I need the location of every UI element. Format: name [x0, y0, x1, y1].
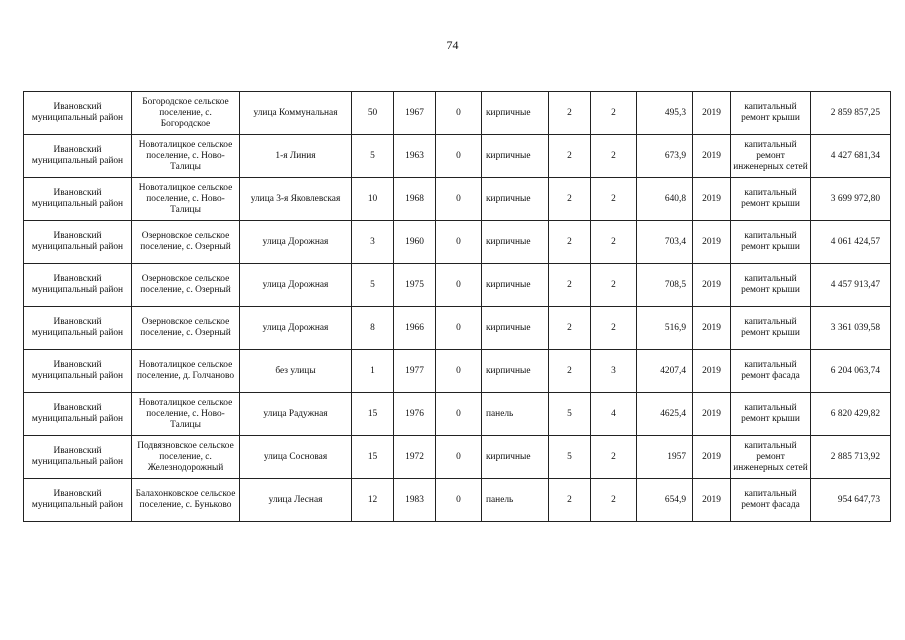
- year-built-cell-text: 1967: [405, 107, 424, 118]
- year-built-cell: [394, 350, 436, 393]
- area-cell: [637, 92, 693, 135]
- table-body: [24, 92, 891, 522]
- wall-material-cell-text: кирпичные: [486, 322, 531, 333]
- table-row: [24, 264, 891, 307]
- year-renovated-cell: [436, 135, 482, 178]
- street-cell-text: улица Радужная: [263, 408, 328, 419]
- floors-cell-text: 2: [567, 236, 572, 247]
- area-cell-text: 1957: [667, 451, 686, 462]
- cost-cell-text: 954 647,73: [837, 494, 880, 505]
- year-renovated-cell-text: 0: [456, 236, 461, 247]
- table-row: [24, 479, 891, 522]
- settlement-cell: [132, 307, 240, 350]
- area-cell: [637, 479, 693, 522]
- house-number-cell: [352, 92, 394, 135]
- year-renovated-cell: [436, 92, 482, 135]
- entrances-cell-text: 2: [611, 150, 616, 161]
- settlement-cell-text: Озерновское сельское поселение, с. Озерный: [140, 231, 231, 252]
- street-cell-text: без улицы: [275, 365, 316, 376]
- area-cell: [637, 135, 693, 178]
- settlement-cell: [132, 221, 240, 264]
- year-built-cell-text: 1983: [405, 494, 424, 505]
- repair-year-cell-text: 2019: [702, 408, 721, 419]
- year-built-cell-text: 1968: [405, 193, 424, 204]
- wall-material-cell-text: кирпичные: [486, 279, 531, 290]
- work-type-cell-text: капитальный ремонт крыши: [741, 403, 800, 424]
- year-built-cell-text: 1963: [405, 150, 424, 161]
- repair-year-cell: [693, 307, 731, 350]
- house-number-cell: [352, 393, 394, 436]
- floors-cell: [549, 393, 591, 436]
- cost-cell: [811, 221, 891, 264]
- house-number-cell-text: 5: [370, 150, 375, 161]
- municipality-cell-text: Ивановский муниципальный район: [31, 489, 124, 510]
- entrances-cell: [591, 264, 637, 307]
- wall-material-cell-text: кирпичные: [486, 451, 531, 462]
- repair-year-cell: [693, 135, 731, 178]
- repair-year-cell: [693, 350, 731, 393]
- municipality-cell-text: Ивановский муниципальный район: [31, 360, 124, 381]
- floors-cell-text: 2: [567, 193, 572, 204]
- year-renovated-cell-text: 0: [456, 408, 461, 419]
- street-cell: [240, 221, 352, 264]
- table-row: [24, 307, 891, 350]
- house-number-cell: [352, 307, 394, 350]
- year-built-cell-text: 1972: [405, 451, 424, 462]
- entrances-cell-text: 2: [611, 193, 616, 204]
- area-cell-text: 703,4: [664, 236, 686, 247]
- table-row: [24, 92, 891, 135]
- street-cell: [240, 479, 352, 522]
- work-type-cell: [731, 479, 811, 522]
- year-renovated-cell-text: 0: [456, 150, 461, 161]
- wall-material-cell-text: кирпичные: [486, 193, 531, 204]
- entrances-cell-text: 2: [611, 279, 616, 290]
- house-number-cell: [352, 135, 394, 178]
- cost-cell: [811, 307, 891, 350]
- repair-year-cell: [693, 393, 731, 436]
- repair-year-cell-text: 2019: [702, 107, 721, 118]
- municipality-cell: [24, 221, 132, 264]
- year-built-cell: [394, 436, 436, 479]
- work-type-cell-text: капитальный ремонт крыши: [741, 274, 800, 295]
- area-cell-text: 4625,4: [660, 408, 686, 419]
- cost-cell-text: 4 457 913,47: [830, 279, 880, 290]
- street-cell-text: 1-я Линия: [275, 150, 316, 161]
- street-cell: [240, 92, 352, 135]
- floors-cell-text: 2: [567, 365, 572, 376]
- wall-material-cell: [482, 178, 549, 221]
- municipality-cell: [24, 92, 132, 135]
- area-cell-text: 654,9: [664, 494, 686, 505]
- municipality-cell-text: Ивановский муниципальный район: [31, 446, 124, 467]
- cost-cell: [811, 436, 891, 479]
- work-type-cell-text: капитальный ремонт фасада: [741, 360, 800, 381]
- table-row: [24, 178, 891, 221]
- year-renovated-cell: [436, 307, 482, 350]
- area-cell-text: 516,9: [664, 322, 686, 333]
- entrances-cell-text: 2: [611, 322, 616, 333]
- year-renovated-cell: [436, 393, 482, 436]
- settlement-cell-text: Подвязновское сельское поселение, с. Железнодорожный: [137, 440, 234, 473]
- entrances-cell: [591, 479, 637, 522]
- wall-material-cell-text: кирпичные: [486, 365, 531, 376]
- area-cell: [637, 350, 693, 393]
- repair-year-cell-text: 2019: [702, 150, 721, 161]
- year-renovated-cell: [436, 436, 482, 479]
- repair-year-cell-text: 2019: [702, 236, 721, 247]
- wall-material-cell: [482, 393, 549, 436]
- area-cell: [637, 436, 693, 479]
- house-number-cell-text: 12: [367, 494, 378, 505]
- work-type-cell: [731, 264, 811, 307]
- wall-material-cell: [482, 221, 549, 264]
- entrances-cell-text: 2: [611, 494, 616, 505]
- floors-cell: [549, 135, 591, 178]
- table-row: [24, 221, 891, 264]
- settlement-cell: [132, 436, 240, 479]
- street-cell: [240, 393, 352, 436]
- municipality-cell: [24, 135, 132, 178]
- wall-material-cell-text: кирпичные: [486, 236, 531, 247]
- municipality-cell: [24, 393, 132, 436]
- cost-cell-text: 6 204 063,74: [830, 365, 880, 376]
- work-type-cell: [731, 178, 811, 221]
- wall-material-cell: [482, 264, 549, 307]
- wall-material-cell: [482, 350, 549, 393]
- settlement-cell: [132, 92, 240, 135]
- work-type-cell-text: капитальный ремонт крыши: [741, 188, 800, 209]
- year-renovated-cell: [436, 350, 482, 393]
- year-renovated-cell-text: 0: [456, 107, 461, 118]
- cost-cell-text: 3 699 972,80: [830, 193, 880, 204]
- street-cell: [240, 264, 352, 307]
- work-type-cell: [731, 393, 811, 436]
- municipality-cell-text: Ивановский муниципальный район: [31, 317, 124, 338]
- year-renovated-cell: [436, 479, 482, 522]
- work-type-cell-text: капитальный ремонт инженерных сетей: [733, 139, 808, 172]
- year-renovated-cell: [436, 178, 482, 221]
- area-cell-text: 708,5: [664, 279, 686, 290]
- house-number-cell: [352, 221, 394, 264]
- municipality-cell: [24, 307, 132, 350]
- area-cell: [637, 221, 693, 264]
- work-type-cell-text: капитальный ремонт фасада: [741, 489, 800, 510]
- floors-cell-text: 2: [567, 107, 572, 118]
- area-cell: [637, 393, 693, 436]
- work-type-cell: [731, 350, 811, 393]
- settlement-cell: [132, 135, 240, 178]
- floors-cell: [549, 350, 591, 393]
- cost-cell-text: 6 820 429,82: [830, 408, 880, 419]
- floors-cell: [549, 178, 591, 221]
- settlement-cell-text: Озерновское сельское поселение, с. Озерный: [140, 317, 231, 338]
- repair-year-cell: [693, 221, 731, 264]
- cost-cell: [811, 264, 891, 307]
- street-cell-text: улица Дорожная: [262, 236, 329, 247]
- cost-cell-text: 4 427 681,34: [830, 150, 880, 161]
- year-renovated-cell-text: 0: [456, 279, 461, 290]
- entrances-cell: [591, 307, 637, 350]
- year-built-cell: [394, 307, 436, 350]
- cost-cell: [811, 393, 891, 436]
- work-type-cell: [731, 92, 811, 135]
- wall-material-cell: [482, 479, 549, 522]
- wall-material-cell: [482, 135, 549, 178]
- repair-year-cell: [693, 92, 731, 135]
- house-number-cell: [352, 264, 394, 307]
- street-cell: [240, 350, 352, 393]
- repair-year-cell-text: 2019: [702, 193, 721, 204]
- municipality-cell: [24, 436, 132, 479]
- street-cell-text: улица Лесная: [268, 494, 323, 505]
- entrances-cell-text: 2: [611, 236, 616, 247]
- entrances-cell-text: 2: [611, 451, 616, 462]
- table-row: [24, 135, 891, 178]
- entrances-cell: [591, 135, 637, 178]
- settlement-cell: [132, 350, 240, 393]
- municipality-cell: [24, 264, 132, 307]
- cost-cell-text: 2 859 857,25: [830, 107, 880, 118]
- wall-material-cell: [482, 307, 549, 350]
- municipality-cell: [24, 178, 132, 221]
- repair-year-cell-text: 2019: [702, 494, 721, 505]
- house-number-cell-text: 15: [367, 408, 378, 419]
- year-built-cell: [394, 264, 436, 307]
- municipality-cell: [24, 350, 132, 393]
- table-row: [24, 350, 891, 393]
- year-renovated-cell-text: 0: [456, 365, 461, 376]
- settlement-cell-text: Озерновское сельское поселение, с. Озерный: [140, 274, 231, 295]
- year-renovated-cell: [436, 264, 482, 307]
- settlement-cell-text: Богородское сельское поселение, с. Богородское: [142, 96, 229, 129]
- house-number-cell: [352, 178, 394, 221]
- street-cell-text: улица Коммунальная: [253, 107, 338, 118]
- cost-cell-text: 4 061 424,57: [830, 236, 880, 247]
- wall-material-cell-text: кирпичные: [486, 150, 531, 161]
- wall-material-cell-text: панель: [486, 494, 514, 505]
- street-cell: [240, 436, 352, 479]
- entrances-cell: [591, 178, 637, 221]
- entrances-cell: [591, 393, 637, 436]
- floors-cell-text: 5: [567, 451, 572, 462]
- area-cell: [637, 264, 693, 307]
- wall-material-cell-text: кирпичные: [486, 107, 531, 118]
- year-renovated-cell-text: 0: [456, 193, 461, 204]
- year-built-cell-text: 1977: [405, 365, 424, 376]
- year-renovated-cell-text: 0: [456, 494, 461, 505]
- house-number-cell-text: 1: [370, 365, 375, 376]
- wall-material-cell-text: панель: [486, 408, 514, 419]
- area-cell-text: 673,9: [664, 150, 686, 161]
- entrances-cell: [591, 350, 637, 393]
- year-renovated-cell-text: 0: [456, 451, 461, 462]
- cost-cell-text: 2 885 713,92: [830, 451, 880, 462]
- municipality-cell-text: Ивановский муниципальный район: [31, 145, 124, 166]
- floors-cell-text: 2: [567, 150, 572, 161]
- floors-cell-text: 2: [567, 322, 572, 333]
- repair-year-cell-text: 2019: [702, 279, 721, 290]
- work-type-cell: [731, 221, 811, 264]
- street-cell-text: улица Дорожная: [262, 322, 329, 333]
- area-cell: [637, 178, 693, 221]
- municipality-cell-text: Ивановский муниципальный район: [31, 403, 124, 424]
- house-number-cell-text: 50: [367, 107, 378, 118]
- work-type-cell-text: капитальный ремонт крыши: [741, 317, 800, 338]
- floors-cell: [549, 92, 591, 135]
- floors-cell: [549, 307, 591, 350]
- municipality-cell-text: Ивановский муниципальный район: [31, 102, 124, 123]
- street-cell-text: улица 3-я Яковлевская: [250, 193, 341, 204]
- house-number-cell-text: 5: [370, 279, 375, 290]
- entrances-cell-text: 3: [611, 365, 616, 376]
- house-number-cell: [352, 350, 394, 393]
- municipality-cell: [24, 479, 132, 522]
- year-built-cell: [394, 135, 436, 178]
- cost-cell: [811, 178, 891, 221]
- house-number-cell: [352, 436, 394, 479]
- settlement-cell: [132, 178, 240, 221]
- area-cell-text: 640,8: [664, 193, 686, 204]
- table-row: [24, 436, 891, 479]
- repair-year-cell: [693, 264, 731, 307]
- floors-cell: [549, 479, 591, 522]
- municipality-cell-text: Ивановский муниципальный район: [31, 231, 124, 252]
- settlement-cell: [132, 393, 240, 436]
- repair-year-cell-text: 2019: [702, 322, 721, 333]
- street-cell-text: улица Дорожная: [262, 279, 329, 290]
- cost-cell: [811, 135, 891, 178]
- year-built-cell-text: 1960: [405, 236, 424, 247]
- floors-cell: [549, 436, 591, 479]
- wall-material-cell: [482, 92, 549, 135]
- house-number-cell-text: 3: [370, 236, 375, 247]
- work-type-cell-text: капитальный ремонт инженерных сетей: [733, 440, 808, 473]
- street-cell-text: улица Сосновая: [263, 451, 328, 462]
- house-number-cell-text: 10: [367, 193, 378, 204]
- cost-cell: [811, 350, 891, 393]
- work-type-cell: [731, 307, 811, 350]
- floors-cell-text: 2: [567, 279, 572, 290]
- year-built-cell: [394, 393, 436, 436]
- cost-cell: [811, 479, 891, 522]
- house-number-cell-text: 15: [367, 451, 378, 462]
- area-cell: [637, 307, 693, 350]
- work-type-cell-text: капитальный ремонт крыши: [741, 102, 800, 123]
- work-type-cell-text: капитальный ремонт крыши: [741, 231, 800, 252]
- year-built-cell: [394, 92, 436, 135]
- repair-year-cell: [693, 436, 731, 479]
- repair-year-cell-text: 2019: [702, 451, 721, 462]
- table-row: [24, 393, 891, 436]
- municipality-cell-text: Ивановский муниципальный район: [31, 188, 124, 209]
- street-cell: [240, 135, 352, 178]
- area-cell-text: 4207,4: [660, 365, 686, 376]
- entrances-cell: [591, 92, 637, 135]
- entrances-cell-text: 4: [611, 408, 616, 419]
- repair-year-cell-text: 2019: [702, 365, 721, 376]
- entrances-cell-text: 2: [611, 107, 616, 118]
- year-built-cell: [394, 479, 436, 522]
- repair-year-cell: [693, 178, 731, 221]
- work-type-cell: [731, 436, 811, 479]
- repair-year-cell: [693, 479, 731, 522]
- entrances-cell: [591, 221, 637, 264]
- street-cell: [240, 178, 352, 221]
- year-built-cell-text: 1975: [405, 279, 424, 290]
- settlement-cell-text: Новоталицкое сельское поселение, д. Голчаново: [136, 360, 235, 381]
- year-built-cell-text: 1976: [405, 408, 424, 419]
- floors-cell: [549, 264, 591, 307]
- settlement-cell-text: Новоталицкое сельское поселение, с. Ново-Талицы: [138, 139, 233, 172]
- wall-material-cell: [482, 436, 549, 479]
- settlement-cell-text: Новоталицкое сельское поселение, с. Ново-Талицы: [138, 397, 233, 430]
- year-built-cell: [394, 221, 436, 264]
- housing-repair-table: [23, 91, 891, 522]
- settlement-cell-text: Новоталицкое сельское поселение, с. Ново-Талицы: [138, 182, 233, 215]
- year-renovated-cell-text: 0: [456, 322, 461, 333]
- cost-cell-text: 3 361 039,58: [830, 322, 880, 333]
- work-type-cell: [731, 135, 811, 178]
- page-number: 74: [446, 38, 459, 52]
- house-number-cell-text: 8: [370, 322, 375, 333]
- area-cell-text: 495,3: [664, 107, 686, 118]
- settlement-cell: [132, 479, 240, 522]
- year-built-cell: [394, 178, 436, 221]
- house-number-cell: [352, 479, 394, 522]
- municipality-cell-text: Ивановский муниципальный район: [31, 274, 124, 295]
- floors-cell-text: 2: [567, 494, 572, 505]
- floors-cell-text: 5: [567, 408, 572, 419]
- settlement-cell: [132, 264, 240, 307]
- street-cell: [240, 307, 352, 350]
- cost-cell: [811, 92, 891, 135]
- floors-cell: [549, 221, 591, 264]
- year-built-cell-text: 1966: [405, 322, 424, 333]
- year-renovated-cell: [436, 221, 482, 264]
- settlement-cell-text: Балахонковское сельское поселение, с. Буньково: [135, 489, 236, 510]
- entrances-cell: [591, 436, 637, 479]
